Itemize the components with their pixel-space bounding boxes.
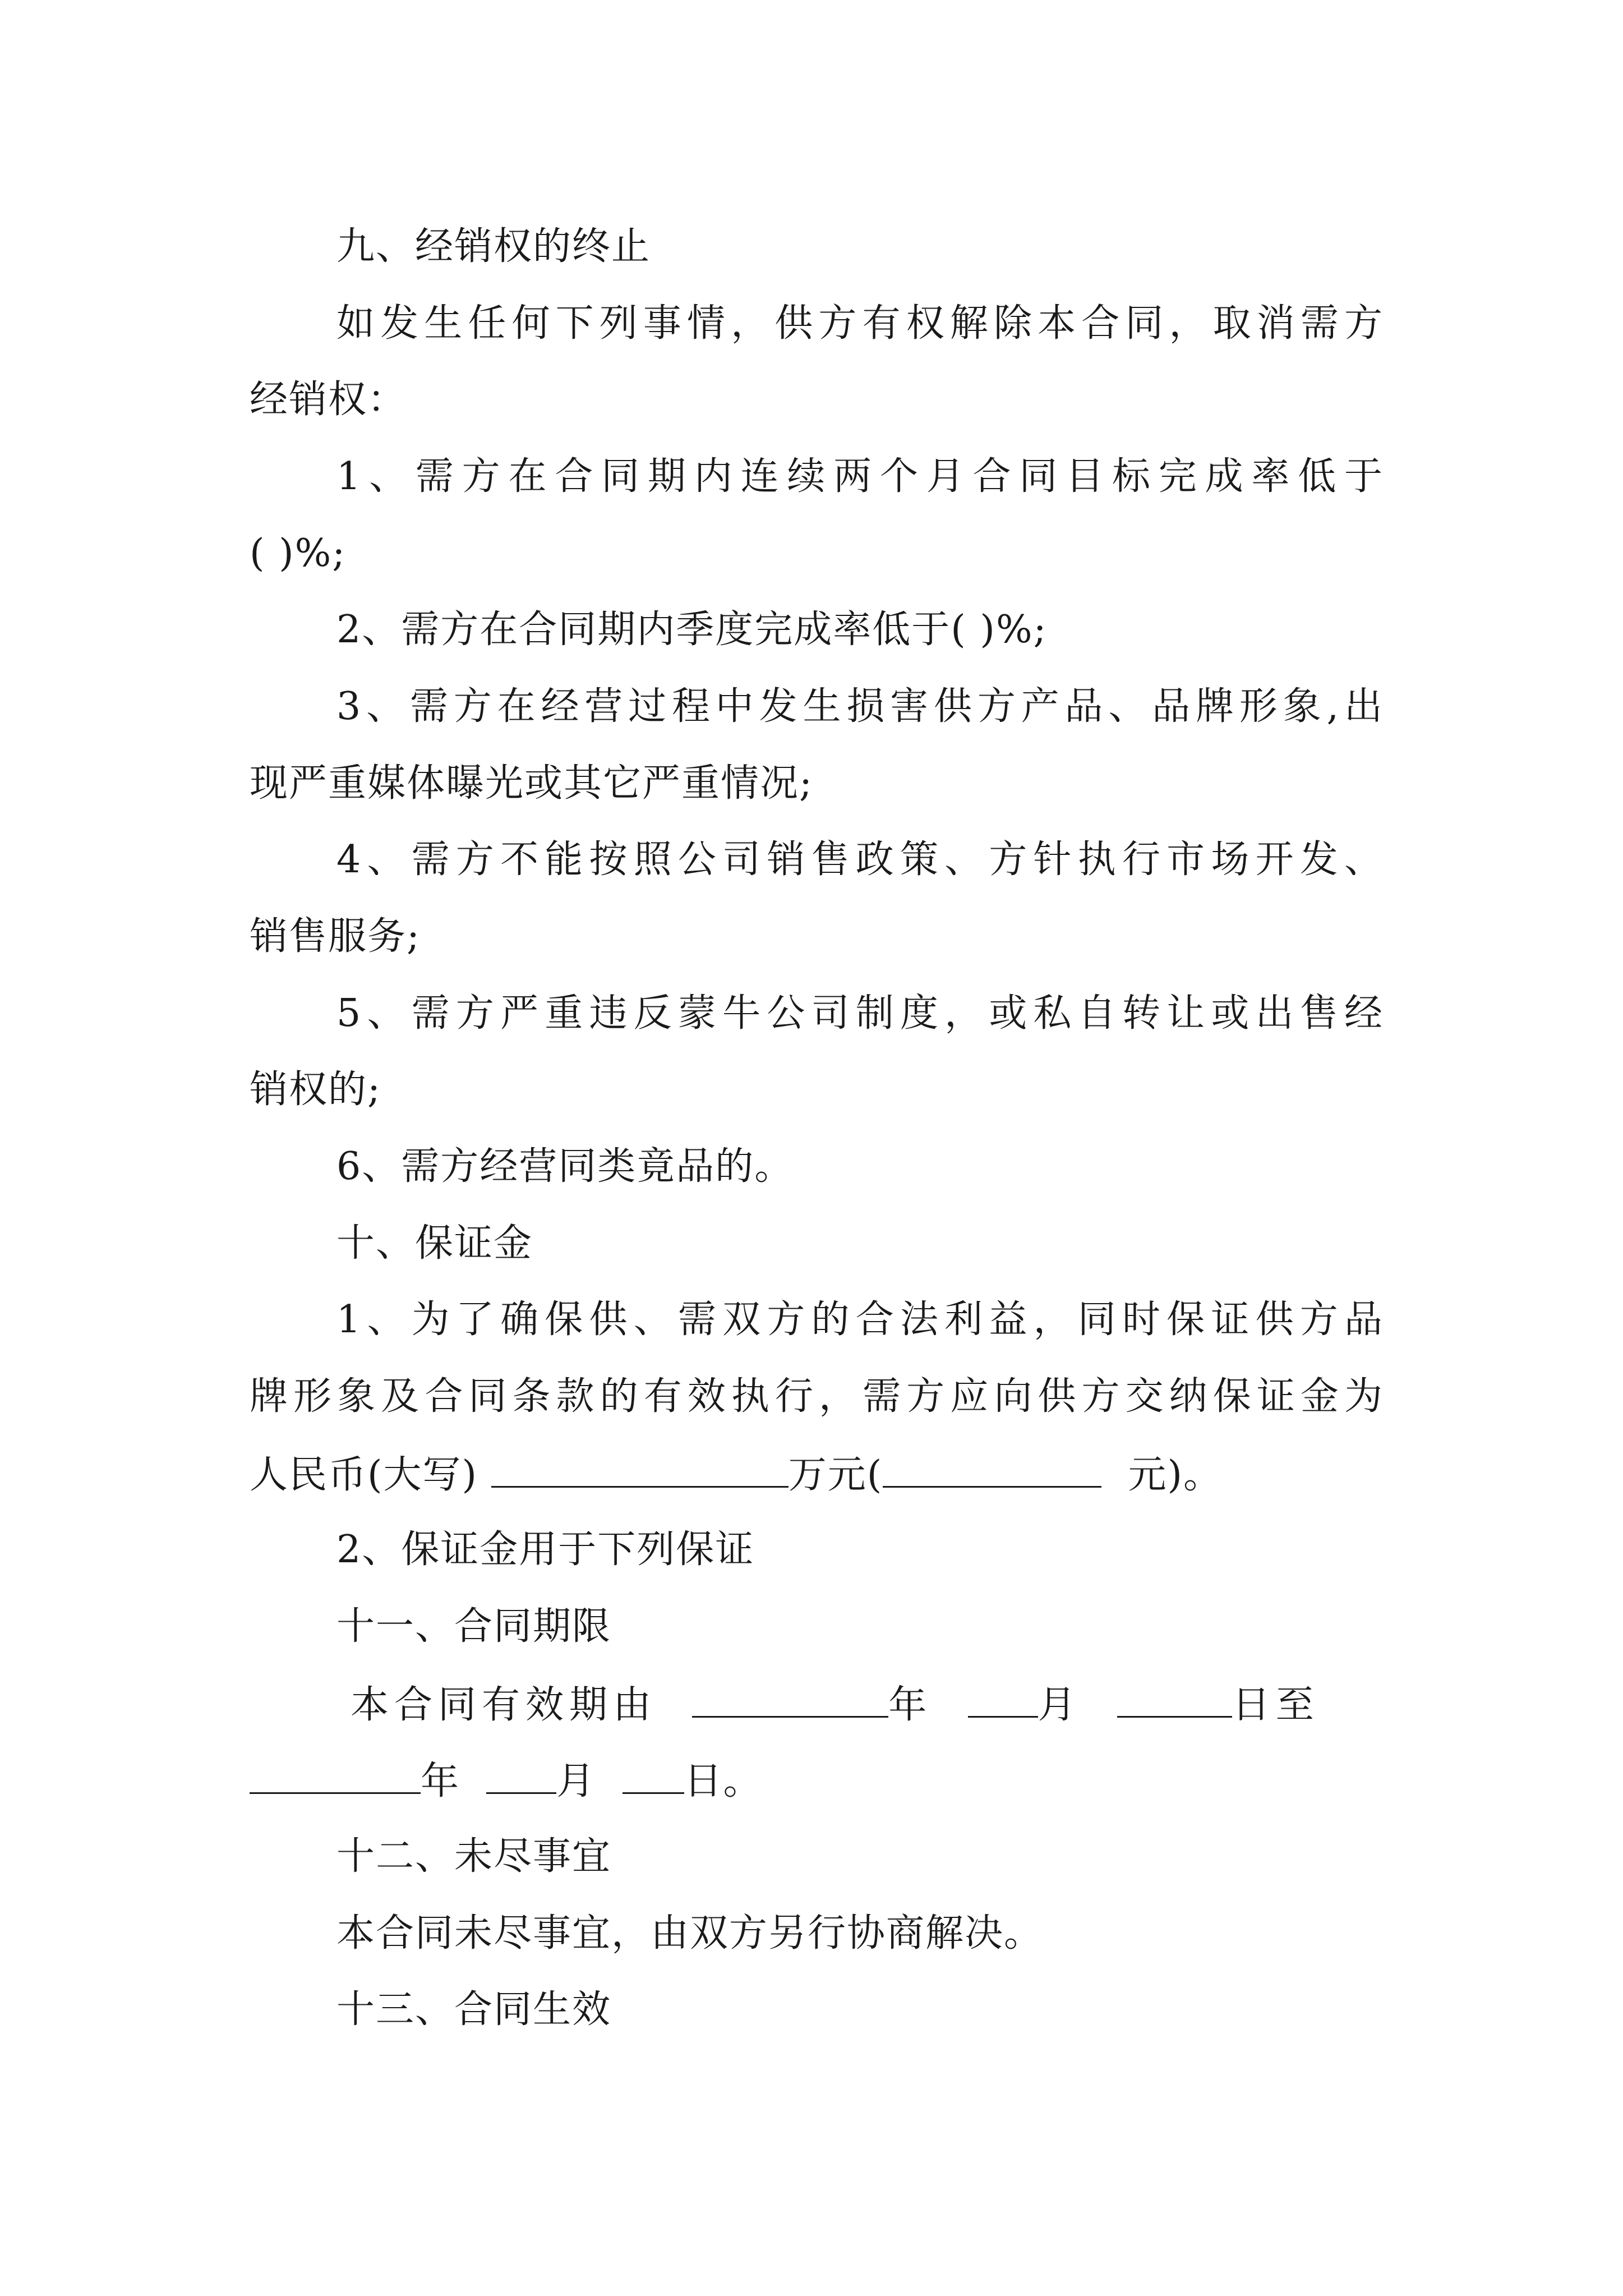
label-text: 月 <box>1038 1683 1082 1727</box>
heading-other-matters: 十二、未尽事宜 <box>336 1834 612 1879</box>
paragraph-line: 现严重媒体曝光或其它严重情况; <box>250 761 813 806</box>
label-text: 万元( <box>788 1453 883 1497</box>
term-start-line <box>351 1681 1320 1728</box>
deposit-item-2: 2、保证金用于下列保证 <box>336 1527 755 1572</box>
start-year-blank[interactable] <box>692 1681 888 1718</box>
paragraph-line: 销权的; <box>250 1068 381 1112</box>
label-text: 年 <box>421 1759 460 1803</box>
list-item-5: 5、需方严重违反蒙牛公司制度，或私自转让或出售经 <box>336 991 1382 1036</box>
paragraph-line: ( )%; <box>250 531 347 576</box>
deposit-amount-line <box>250 1451 1223 1498</box>
list-item-3: 3、需方在经营过程中发生损害供方产品、品牌形象,出 <box>336 684 1382 729</box>
label-text: 年 <box>888 1683 933 1727</box>
list-item-1: 1、需方在合同期内连续两个月合同目标完成率低于 <box>336 454 1382 499</box>
term-end-line <box>250 1757 763 1804</box>
list-item-4: 4、需方不能按照公司销售政策、方针执行市场开发、 <box>336 838 1382 882</box>
heading-deposit: 十、保证金 <box>336 1221 533 1266</box>
deposit-item-1: 1、为了确保供、需双方的合法利益，同时保证供方品 <box>336 1297 1382 1342</box>
start-day-blank[interactable] <box>1117 1681 1232 1718</box>
paragraph-line: 如发生任何下列事情，供方有权解除本合同，取消需方 <box>336 301 1382 346</box>
end-month-blank[interactable] <box>486 1757 556 1794</box>
heading-contract-term: 十一、合同期限 <box>336 1604 612 1649</box>
end-year-blank[interactable] <box>250 1757 421 1794</box>
label-text: 日至 <box>1232 1683 1320 1727</box>
heading-effectiveness: 十三、合同生效 <box>336 1987 612 2032</box>
label-text: 人民币(大写) <box>250 1453 478 1497</box>
paragraph-line: 牌形象及合同条款的有效执行，需方应向供方交纳保证金为 <box>250 1374 1382 1419</box>
list-item-2: 2、需方在合同期内季度完成率低于( )%; <box>336 608 1048 652</box>
paragraph-line: 经销权： <box>250 378 407 422</box>
heading-termination: 九、经销权的终止 <box>336 224 651 269</box>
end-day-blank[interactable] <box>623 1757 684 1794</box>
paragraph-line: 销售服务; <box>250 914 421 959</box>
label-text: 日。 <box>684 1759 763 1803</box>
label-text: 元)。 <box>1128 1453 1223 1497</box>
start-month-blank[interactable] <box>968 1681 1038 1718</box>
paragraph-line: 本合同未尽事宜，由双方另行协商解决。 <box>336 1911 1044 1955</box>
amount-words-blank[interactable] <box>491 1451 789 1488</box>
label-text: 本合同有效期由 <box>351 1683 657 1727</box>
list-item-6: 6、需方经营同类竟品的。 <box>336 1144 794 1189</box>
label-text: 月 <box>556 1759 596 1803</box>
amount-figures-blank[interactable] <box>883 1451 1101 1488</box>
